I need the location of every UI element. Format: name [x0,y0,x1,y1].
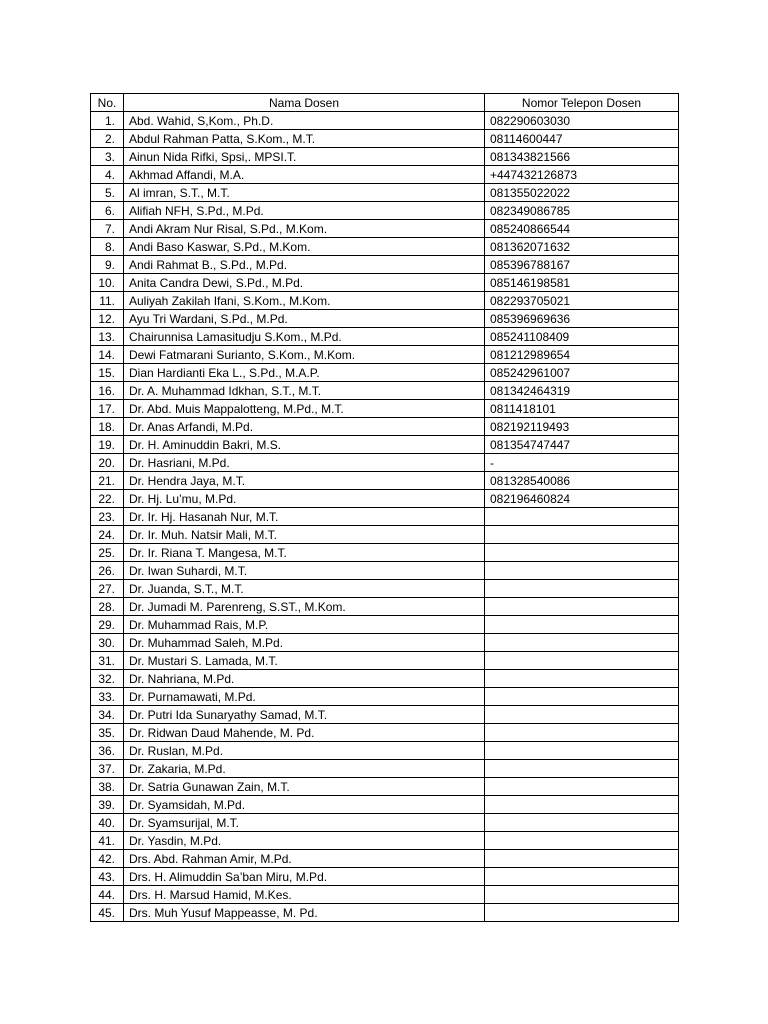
row-number: 25. [91,544,124,562]
table-row [91,202,679,220]
lecturer-name: Dr. Ir. Hj. Hasanah Nur, M.T. [124,508,485,526]
lecturer-phone: 082290603030 [485,112,679,130]
lecturer-phone: 085396969636 [485,310,679,328]
lecturer-name: Akhmad Affandi, M.A. [124,166,485,184]
row-number: 4. [91,166,124,184]
lecturer-name: Andi Baso Kaswar, S.Pd., M.Kom. [124,238,485,256]
lecturer-name: Dr. Ir. Riana T. Mangesa, M.T. [124,544,485,562]
lecturer-name: Abdul Rahman Patta, S.Kom., M.T. [124,130,485,148]
lecturer-name: Dr. Hendra Jaya, M.T. [124,472,485,490]
table-row [91,562,679,580]
lecturer-phone [485,814,679,832]
table-row [91,400,679,418]
lecturer-phone [485,850,679,868]
lecturer-name: Drs. H. Marsud Hamid, M.Kes. [124,886,485,904]
lecturer-phone: 085242961007 [485,364,679,382]
lecturer-phone [485,598,679,616]
lecturer-phone: 085241108409 [485,328,679,346]
lecturer-phone: 0811418101 [485,400,679,418]
table-row [91,382,679,400]
lecturer-phone [485,526,679,544]
row-number: 40. [91,814,124,832]
table-row [91,796,679,814]
lecturer-name: Chairunnisa Lamasitudju S.Kom., M.Pd. [124,328,485,346]
row-number: 8. [91,238,124,256]
lecturer-name: Dr. Mustari S. Lamada, M.T. [124,652,485,670]
lecturer-name: Dr. Hj. Lu’mu, M.Pd. [124,490,485,508]
row-number: 3. [91,148,124,166]
row-number: 21. [91,472,124,490]
lecturer-name: Dr. Iwan Suhardi, M.T. [124,562,485,580]
lecturer-name: Ainun Nida Rifki, Spsi,. MPSI.T. [124,148,485,166]
lecturer-phone: 082293705021 [485,292,679,310]
table-row [91,328,679,346]
row-number: 31. [91,652,124,670]
lecturer-phone: 081354747447 [485,436,679,454]
lecturer-phone [485,868,679,886]
lecturer-phone [485,886,679,904]
table-row [91,670,679,688]
table-row [91,580,679,598]
table-row [91,274,679,292]
lecturer-name: Dr. Muhammad Rais, M.P. [124,616,485,634]
table-header-row [91,94,679,112]
lecturer-name: Dr. Jumadi M. Parenreng, S.ST., M.Kom. [124,598,485,616]
row-number: 5. [91,184,124,202]
lecturer-name: Dr. H. Aminuddin Bakri, M.S. [124,436,485,454]
table-row [91,130,679,148]
lecturer-phone: 081343821566 [485,148,679,166]
row-number: 24. [91,526,124,544]
table-row [91,472,679,490]
table-row [91,526,679,544]
row-number: 38. [91,778,124,796]
lecturer-name: Andi Rahmat B., S.Pd., M.Pd. [124,256,485,274]
table-row [91,760,679,778]
row-number: 30. [91,634,124,652]
header-phone: Nomor Telepon Dosen [485,94,679,112]
lecturer-name: Anita Candra Dewi, S.Pd., M.Pd. [124,274,485,292]
lecturer-phone: 082349086785 [485,202,679,220]
row-number: 16. [91,382,124,400]
table-row [91,346,679,364]
table-row [91,832,679,850]
lecturer-name: Ayu Tri Wardani, S.Pd., M.Pd. [124,310,485,328]
row-number: 27. [91,580,124,598]
lecturer-phone [485,580,679,598]
row-number: 23. [91,508,124,526]
row-number: 17. [91,400,124,418]
row-number: 22. [91,490,124,508]
lecturer-name: Dr. Ir. Muh. Natsir Mali, M.T. [124,526,485,544]
lecturer-phone: 081342464319 [485,382,679,400]
table-row [91,688,679,706]
table-row [91,868,679,886]
lecturer-phone [485,832,679,850]
row-number: 14. [91,346,124,364]
table-row [91,238,679,256]
lecturer-phone [485,760,679,778]
row-number: 7. [91,220,124,238]
table-row [91,904,679,922]
table-row [91,598,679,616]
lecturer-name: Andi Akram Nur Risal, S.Pd., M.Kom. [124,220,485,238]
row-number: 32. [91,670,124,688]
row-number: 11. [91,292,124,310]
table-row [91,544,679,562]
lecturer-name: Dr. Putri Ida Sunaryathy Samad, M.T. [124,706,485,724]
lecturer-phone: 082196460824 [485,490,679,508]
lecturer-name: Dr. A. Muhammad Idkhan, S.T., M.T. [124,382,485,400]
table-row [91,886,679,904]
table-body [91,112,679,922]
lecturer-phone [485,544,679,562]
lecturer-name: Al imran, S.T., M.T. [124,184,485,202]
table-row [91,742,679,760]
row-number: 29. [91,616,124,634]
lecturer-name: Auliyah Zakilah Ifani, S.Kom., M.Kom. [124,292,485,310]
lecturer-phone [485,670,679,688]
header-name: Nama Dosen [124,94,485,112]
table-row [91,652,679,670]
row-number: 12. [91,310,124,328]
row-number: 39. [91,796,124,814]
lecturer-phone: 081212989654 [485,346,679,364]
lecturer-name: Drs. Muh Yusuf Mappeasse, M. Pd. [124,904,485,922]
lecturer-phone: 08114600447 [485,130,679,148]
lecturer-phone: 085240866544 [485,220,679,238]
lecturer-phone [485,634,679,652]
lecturer-phone [485,706,679,724]
lecturer-name: Dr. Yasdin, M.Pd. [124,832,485,850]
row-number: 1. [91,112,124,130]
lecturer-phone [485,904,679,922]
lecturer-name: Dr. Ruslan, M.Pd. [124,742,485,760]
lecturer-phone: 081362071632 [485,238,679,256]
table-row [91,508,679,526]
table-row [91,436,679,454]
table-row [91,418,679,436]
lecturer-phone [485,508,679,526]
lecturer-phone: 081355022022 [485,184,679,202]
table-row [91,724,679,742]
lecturer-phone: 082192119493 [485,418,679,436]
lecturer-phone: +447432126873 [485,166,679,184]
table-row [91,256,679,274]
lecturer-name: Dr. Syamsurijal, M.T. [124,814,485,832]
lecturer-name: Drs. Abd. Rahman Amir, M.Pd. [124,850,485,868]
row-number: 18. [91,418,124,436]
table-row [91,454,679,472]
lecturer-name: Dr. Zakaria, M.Pd. [124,760,485,778]
table-row [91,778,679,796]
lecturer-table [90,93,679,922]
lecturer-name: Dr. Nahriana, M.Pd. [124,670,485,688]
lecturer-name: Dr. Juanda, S.T., M.T. [124,580,485,598]
row-number: 15. [91,364,124,382]
lecturer-phone: 085146198581 [485,274,679,292]
table-row [91,310,679,328]
lecturer-phone [485,688,679,706]
lecturer-phone [485,796,679,814]
row-number: 36. [91,742,124,760]
row-number: 10. [91,274,124,292]
lecturer-name: Dr. Abd. Muis Mappalotteng, M.Pd., M.T. [124,400,485,418]
lecturer-phone [485,742,679,760]
row-number: 43. [91,868,124,886]
table-row [91,814,679,832]
lecturer-name: Dian Hardianti Eka L., S.Pd., M.A.P. [124,364,485,382]
row-number: 28. [91,598,124,616]
table-row [91,166,679,184]
lecturer-name: Dr. Anas Arfandi, M.Pd. [124,418,485,436]
lecturer-name: Dr. Purnamawati, M.Pd. [124,688,485,706]
lecturer-name: Dr. Satria Gunawan Zain, M.T. [124,778,485,796]
table-row [91,220,679,238]
row-number: 41. [91,832,124,850]
lecturer-phone: 081328540086 [485,472,679,490]
row-number: 13. [91,328,124,346]
row-number: 26. [91,562,124,580]
header-no: No. [91,94,124,112]
lecturer-phone: - [485,454,679,472]
row-number: 37. [91,760,124,778]
lecturer-name: Drs. H. Alimuddin Sa’ban Miru, M.Pd. [124,868,485,886]
table-row [91,634,679,652]
row-number: 6. [91,202,124,220]
table-row [91,850,679,868]
row-number: 45. [91,904,124,922]
row-number: 44. [91,886,124,904]
lecturer-phone [485,724,679,742]
lecturer-name: Alifiah NFH, S.Pd., M.Pd. [124,202,485,220]
row-number: 35. [91,724,124,742]
row-number: 33. [91,688,124,706]
lecturer-phone [485,562,679,580]
lecturer-name: Dr. Syamsidah, M.Pd. [124,796,485,814]
lecturer-phone: 085396788167 [485,256,679,274]
table-row [91,616,679,634]
table-row [91,112,679,130]
row-number: 20. [91,454,124,472]
row-number: 42. [91,850,124,868]
row-number: 9. [91,256,124,274]
lecturer-phone [485,652,679,670]
lecturer-name: Dewi Fatmarani Surianto, S.Kom., M.Kom. [124,346,485,364]
table-row [91,184,679,202]
lecturer-name: Dr. Hasriani, M.Pd. [124,454,485,472]
row-number: 19. [91,436,124,454]
lecturer-name: Dr. Muhammad Saleh, M.Pd. [124,634,485,652]
table-row [91,148,679,166]
row-number: 34. [91,706,124,724]
table-row [91,364,679,382]
lecturer-phone [485,616,679,634]
lecturer-name: Abd. Wahid, S,Kom., Ph.D. [124,112,485,130]
lecturer-name: Dr. Ridwan Daud Mahende, M. Pd. [124,724,485,742]
table-row [91,292,679,310]
row-number: 2. [91,130,124,148]
table-row [91,706,679,724]
table-row [91,490,679,508]
lecturer-phone [485,778,679,796]
